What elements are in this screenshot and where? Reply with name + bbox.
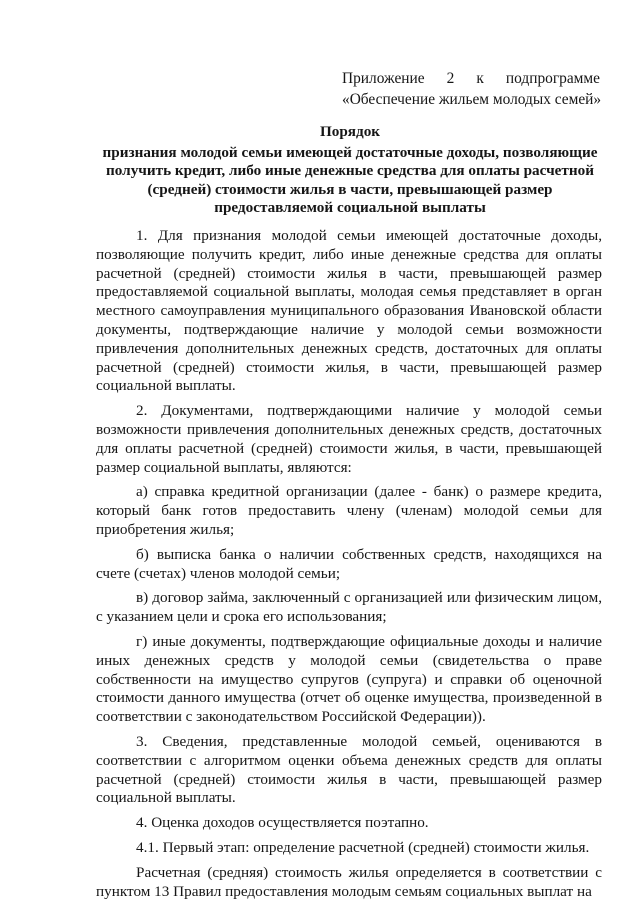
annex-subprogram-word: подпрограмме [505,70,600,87]
paragraph-2c: в) договор займа, заключенный с организацией или физическим лицом, с указанием цели и срока его использования; [96,589,602,626]
paragraph-2a: а) справка кредитной организации (далее - банк) о размере кредита, который банк готов предоставить члену (членам) молодой семьи для приобретения жилья; [96,483,602,538]
title-subtitle: признания молодой семьи имеющей достаточные доходы, позволяющие получить кредит, либо иные денежные средства для оплаты расчетной (средней) стоимости жилья в части, превышающей размер предоставляемой социальной выплаты [102,143,598,217]
annex-line [342,68,600,89]
title-heading: Порядок [319,123,381,140]
paragraph-4-1: 4.1. Первый этап: определение расчетной (средней) стоимости жилья. [136,838,590,856]
paragraph-4: 4. Оценка доходов осуществляется поэтапно. [136,814,429,832]
annex-program-name: «Обеспечение жильем молодых семей» [342,91,602,108]
annex-preposition: к [476,70,484,87]
paragraph-1: 1. Для признания молодой семьи имеющей достаточные доходы, позволяющие получить кредит, либо иные денежные средства для оплаты расчетной (средней) стоимости жилья в части, превышающей размер предоставляемой социальной выплаты, молодая семья представляет в орган местного самоуправления муниципального образования Ивановской области документы, подтверждающие наличие у молодой семьи возможности привлечения дополнительных денежных средств, достаточных для оплаты расчетной (средней) стоимости жилья, в части, превышающей размер социальной выплаты. [96,227,602,395]
document-title [96,123,604,218]
paragraph-4-1-text: Расчетная (средняя) стоимость жилья определяется в соответствии с пунктом 13 Правил предоставления молодым семьям социальных выплат на [96,863,602,900]
paragraph-2d: г) иные документы, подтверждающие официальные доходы и наличие иных денежных средств у молодой семьи (свидетельства о праве собственности на имущество супругов (супруга) и справки об оценочной стоимости данного имущества (отчет об оценке имущества, произведенной в соответствии с законодательством Российской Федерации)). [96,632,602,726]
annex-word: Приложение [342,70,425,87]
paragraph-2b: б) выписка банка о наличии собственных средств, находящихся на счете (счетах) членов молодой семьи; [96,545,602,582]
annex-header [342,68,600,110]
annex-number: 2 [446,70,455,87]
paragraph-2: 2. Документами, подтверждающими наличие у молодой семьи возможности привлечения дополнительных денежных средств, достаточных для оплаты расчетной (средней) стоимости жилья, в части, превышающей размер социальной выплаты, являются: [96,402,602,476]
document-body [96,227,602,901]
paragraph-3: 3. Сведения, представленные молодой семьей, оцениваются в соответствии с алгоритмом оценки объема денежных средств для оплаты расчетной (средней) стоимости жилья в части, превышающей размер социальной выплаты. [96,732,602,807]
